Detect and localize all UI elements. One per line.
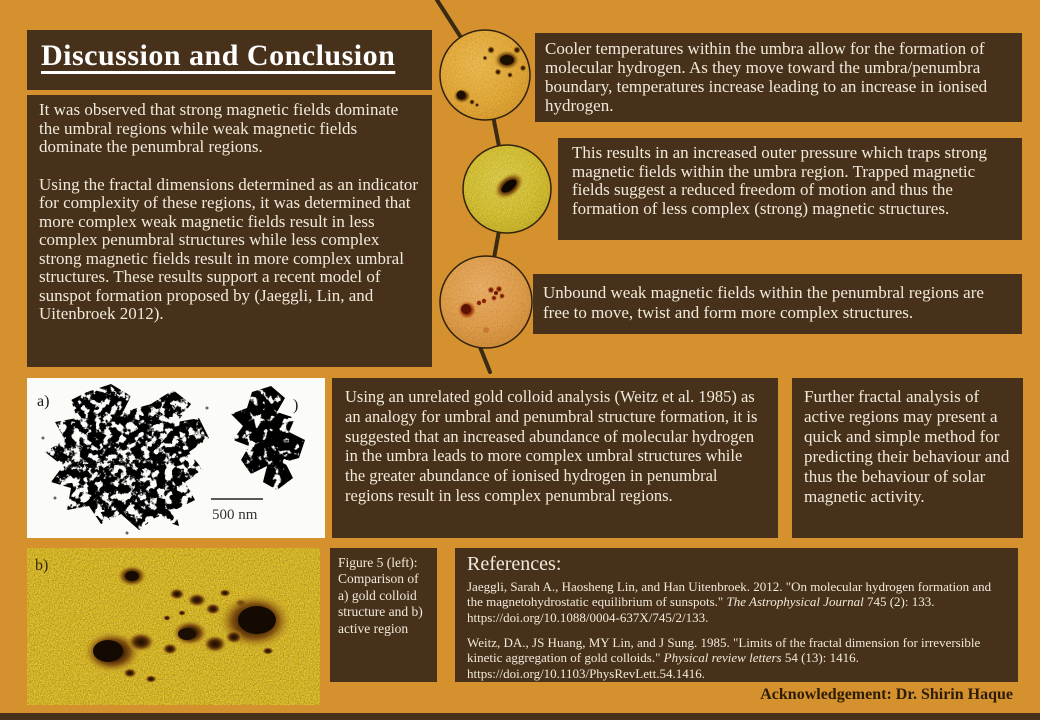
gold-colloid-text: Using an unrelated gold colloid analysis (Weitz et al. 1985) as an analogy for umbral and penumbral structure formation, it is suggested that an increased abundance of molecular hydrogen in the umbra leads to more complex umbral structures while the greater abundance of ionised hydrogen in penumbral regions result in less complex penumbral regions.	[345, 387, 758, 505]
step2-text-box	[558, 138, 1022, 240]
acknowledgement-text: Acknowledgement: Dr. Shirin Haque	[760, 686, 1013, 703]
page-title: Discussion and Conclusion	[41, 39, 396, 72]
step3-text: Unbound weak magnetic fields within the penumbral regions are free to move, twist and form more complex structures.	[543, 283, 984, 322]
gold-colloid-svg	[27, 378, 325, 538]
figure-a-gold-colloid-image	[27, 378, 325, 538]
reference-2-tail: 54 (13): 1416. https://doi.org/10.1103/PhysRevLett.54.1416.	[467, 650, 859, 681]
step1-text-box	[535, 33, 1022, 122]
reference-2-journal: Physical review letters	[663, 650, 782, 666]
future-work-text-box	[792, 378, 1023, 538]
bottom-border-strip	[0, 713, 1040, 720]
figure-a-label: a)	[37, 393, 50, 410]
gold-colloid-text-box	[332, 378, 778, 538]
reference-item-2	[467, 635, 1006, 681]
sun-disk-3	[440, 256, 532, 348]
references-heading: References:	[467, 553, 562, 575]
reference-1-journal: The Astrophysical Journal	[726, 594, 864, 610]
figure-b-label: b)	[35, 557, 49, 574]
figure-b-active-region-image	[27, 548, 320, 705]
reference-2-text: Weitz, DA., JS Huang, MY Lin, and J Sung. 1985. "Limits of the fractal dimension for irreversible kinetic aggregation of gold colloids."	[467, 634, 981, 666]
step2-text: This results in an increased outer pressure which traps strong magnetic fields within the umbra region. Trapped magnetic fields suggest a reduced freedom of motion and thus the formation of less complex (strong) magnetic structures.	[572, 143, 987, 219]
conclusion-paragraph-2: Using the fractal dimensions determined as an indicator for complexity of these regions, it was determined that more complex weak magnetic fields result in less complex penumbral structures while less complex strong magnetic fields result in more complex umbral structures. These results support a recent model of sunspot formation proposed by (Jaeggli, Lin, and Uitenbroek 2012).	[39, 174, 419, 324]
references-box	[455, 548, 1018, 682]
future-work-text: Further fractal analysis of active regions may present a quick and simple method for predicting their behaviour and thus the behaviour of solar magnetic activity.	[804, 387, 1010, 507]
conclusion-text-box	[27, 95, 432, 367]
active-region-svg	[27, 548, 320, 705]
figure-a-paren: )	[293, 397, 299, 414]
reference-1-text: Jaeggli, Sarah A., Haosheng Lin, and Han Uitenbroek. 2012. "On molecular hydrogen formation and the magnetohydrostatic equilibrium of sunspots."	[467, 579, 992, 610]
figure-caption-text: Figure 5 (left): Comparison of a) gold colloid structure and b) active region	[338, 555, 423, 636]
reference-item-1	[467, 579, 1006, 625]
step1-text: Cooler temperatures within the umbra allow for the formation of molecular hydrogen. As they move toward the umbra/penumbra boundary, temperatures increase leading to an increase in ionised hydrogen.	[545, 39, 988, 116]
sun-disk-1	[440, 30, 530, 120]
sun-disk-2	[463, 145, 551, 233]
title-box	[27, 30, 432, 90]
scale-bar-label: 500 nm	[212, 507, 258, 523]
conclusion-paragraph-1: It was observed that strong magnetic fields dominate the umbral regions while weak magnetic fields dominate the penumbral regions.	[39, 100, 399, 157]
step3-text-box	[533, 274, 1022, 334]
reference-1-tail: 745 (2): 133. https://doi.org/10.1088/0004-637X/745/2/133.	[467, 594, 935, 625]
figure-caption-box	[330, 548, 437, 682]
